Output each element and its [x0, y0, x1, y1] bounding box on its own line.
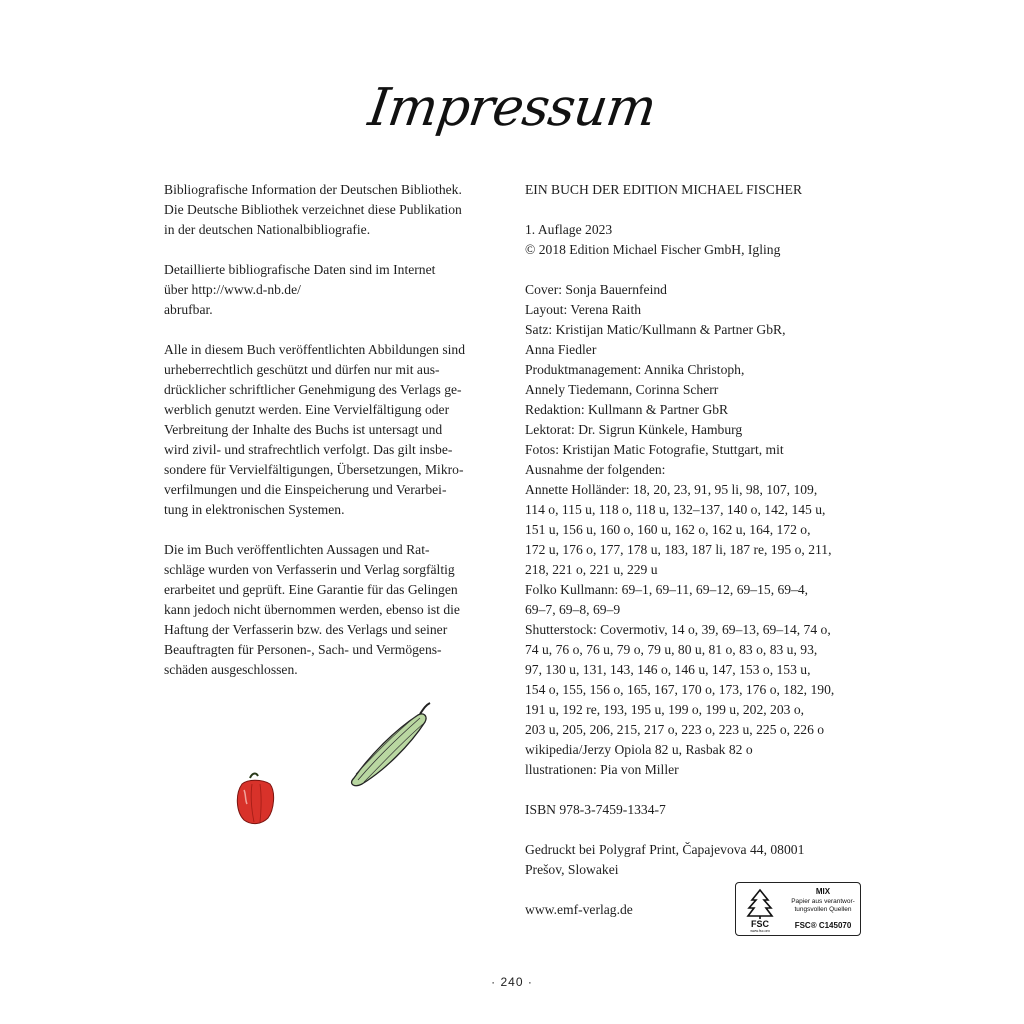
left-text-line: schäden ausgeschlossen. — [164, 662, 298, 677]
left-text-line: Beauftragten für Personen-, Sach- und Vermögens- — [164, 642, 442, 657]
right-text-line: Layout: Verena Raith — [525, 302, 642, 317]
left-text-line: drücklicher schriftlicher Genehmigung des Verlags ge- — [164, 382, 462, 397]
right-text-line: 203 u, 205, 206, 215, 217 o, 223 o, 223 u, 225 o, 226 o — [525, 722, 825, 737]
fsc-mix-label: MIX — [815, 887, 831, 896]
right-paragraph — [525, 180, 870, 200]
left-text-line: erarbeitet und geprüft. Eine Garantie für das Gelingen — [164, 582, 458, 597]
right-text-line: Redaktion: Kullmann & Partner GbR — [525, 402, 729, 417]
left-text-line: werblich genutzt werden. Eine Vervielfältigung oder — [164, 402, 450, 417]
left-text-line: schläge wurden von Verfasserin und Verlag sorgfältig — [164, 562, 455, 577]
right-paragraph — [525, 800, 870, 820]
right-text-line: © 2018 Edition Michael Fischer GmbH, Igling — [525, 242, 781, 257]
left-paragraph — [164, 540, 504, 680]
fsc-small-url: www.fsc.org — [750, 929, 770, 932]
right-text-line: 114 o, 115 u, 118 o, 118 u, 132–137, 140 o, 142, 145 u, — [525, 502, 826, 517]
right-text-line: Anna Fiedler — [525, 342, 597, 357]
fsc-tree-logo-icon — [740, 886, 780, 932]
right-text-line: Lektorat: Dr. Sigrun Künkele, Hamburg — [525, 422, 743, 437]
fsc-certification-badge — [735, 882, 861, 936]
right-text-line: Shutterstock: Covermotiv, 14 o, 39, 69–13, 69–14, 74 o, — [525, 622, 831, 637]
left-text-line: in der deutschen Nationalbibliografie. — [164, 222, 371, 237]
left-text-line: Detaillierte bibliografische Daten sind im Internet — [164, 262, 436, 277]
right-text-line: 191 u, 192 re, 193, 195 u, 199 o, 199 u, 202, 203 o, — [525, 702, 805, 717]
right-text-line: 172 u, 176 o, 177, 178 u, 183, 187 li, 187 re, 195 o, 211, — [525, 542, 832, 557]
right-text-line: Cover: Sonja Bauernfeind — [525, 282, 667, 297]
right-text-line: 69–7, 69–8, 69–9 — [525, 602, 621, 617]
right-text-line: Satz: Kristijan Matic/Kullmann & Partner GbR, — [525, 322, 786, 337]
right-text-line: Prešov, Slowakei — [525, 862, 619, 877]
page-number: · 240 · — [491, 975, 533, 989]
left-paragraph — [164, 340, 504, 520]
left-paragraph — [164, 180, 504, 240]
left-text-line: tung in elektronischen Systemen. — [164, 502, 345, 517]
right-paragraph — [525, 840, 870, 880]
page-title: Impressum — [364, 78, 660, 138]
left-text-line: Die im Buch veröffentlichten Aussagen und Rat- — [164, 542, 430, 557]
right-text-line: Produktmanagement: Annika Christoph, — [525, 362, 745, 377]
right-text-line: Annette Holländer: 18, 20, 23, 91, 95 li, 98, 107, 109, — [525, 482, 818, 497]
cucumber-illustration — [340, 700, 440, 790]
fsc-desc-line: Papier aus verantwor- — [791, 898, 855, 905]
left-column — [164, 180, 504, 700]
left-text-line: Bibliografische Information der Deutschen Bibliothek. — [164, 182, 462, 197]
right-text-line: wikipedia/Jerzy Opiola 82 u, Rasbak 82 o — [525, 742, 753, 757]
left-text-line: sondere für Vervielfältigungen, Übersetzungen, Mikro- — [164, 462, 464, 477]
left-text-line: Haftung der Verfasserin bzw. des Verlags und seiner — [164, 622, 448, 637]
fsc-desc-line: tungsvollen Quellen — [794, 905, 852, 913]
left-text-line: Verbreitung der Inhalte des Buchs ist untersagt und — [164, 422, 443, 437]
pepper-illustration — [230, 770, 280, 828]
right-text-line: www.emf-verlag.de — [525, 902, 633, 917]
right-text-line: Folko Kullmann: 69–1, 69–11, 69–12, 69–15, 69–4, — [525, 582, 809, 597]
right-text-line: 97, 130 u, 131, 143, 146 o, 146 u, 147, 153 o, 153 u, — [525, 662, 811, 677]
right-text-line: 151 u, 156 u, 160 o, 160 u, 162 o, 162 u, 164, 172 o, — [525, 522, 811, 537]
fsc-description — [786, 898, 860, 913]
left-text-line: Alle in diesem Buch veröffentlichten Abbildungen sind — [164, 342, 466, 357]
right-text-line: ISBN 978-3-7459-1334-7 — [525, 802, 666, 817]
left-text-line: wird zivil- und strafrechtlich verfolgt. Das gilt insbe- — [164, 442, 453, 457]
right-text-line: EIN BUCH DER EDITION MICHAEL FISCHER — [525, 182, 803, 197]
left-text-line: verfilmungen und die Einspeicherung und Verarbei- — [164, 482, 447, 497]
right-column — [525, 180, 870, 940]
right-paragraph — [525, 220, 870, 260]
fsc-logo-text: FSC — [751, 919, 769, 929]
left-paragraph — [164, 260, 504, 320]
right-text-line: Ausnahme der folgenden: — [525, 462, 666, 477]
right-text-line: Gedruckt bei Polygraf Print, Čapajevova 44, 08001 — [525, 842, 805, 857]
left-text-line: über http://www.d-nb.de/ — [164, 282, 301, 297]
right-text-line: llustrationen: Pia von Miller — [525, 762, 679, 777]
right-text-line: Annely Tiedemann, Corinna Scherr — [525, 382, 719, 397]
left-text-line: kann jedoch nicht übernommen werden, ebenso ist die — [164, 602, 460, 617]
fsc-license-code: FSC® C145070 — [794, 921, 852, 930]
right-paragraph — [525, 280, 870, 780]
right-text-line: 218, 221 o, 221 u, 229 u — [525, 562, 658, 577]
right-text-line: 154 o, 155, 156 o, 165, 167, 170 o, 173, 176 o, 182, 190, — [525, 682, 835, 697]
left-text-line: Die Deutsche Bibliothek verzeichnet diese Publikation — [164, 202, 462, 217]
right-text-line: 74 u, 76 o, 76 u, 79 o, 79 u, 80 u, 81 o, 83 o, 83 u, 93, — [525, 642, 818, 657]
left-text-line: abrufbar. — [164, 302, 213, 317]
right-text-line: Fotos: Kristijan Matic Fotografie, Stuttgart, mit — [525, 442, 784, 457]
right-text-line: 1. Auflage 2023 — [525, 222, 613, 237]
left-text-line: urheberrechtlich geschützt und dürfen nur mit aus- — [164, 362, 440, 377]
